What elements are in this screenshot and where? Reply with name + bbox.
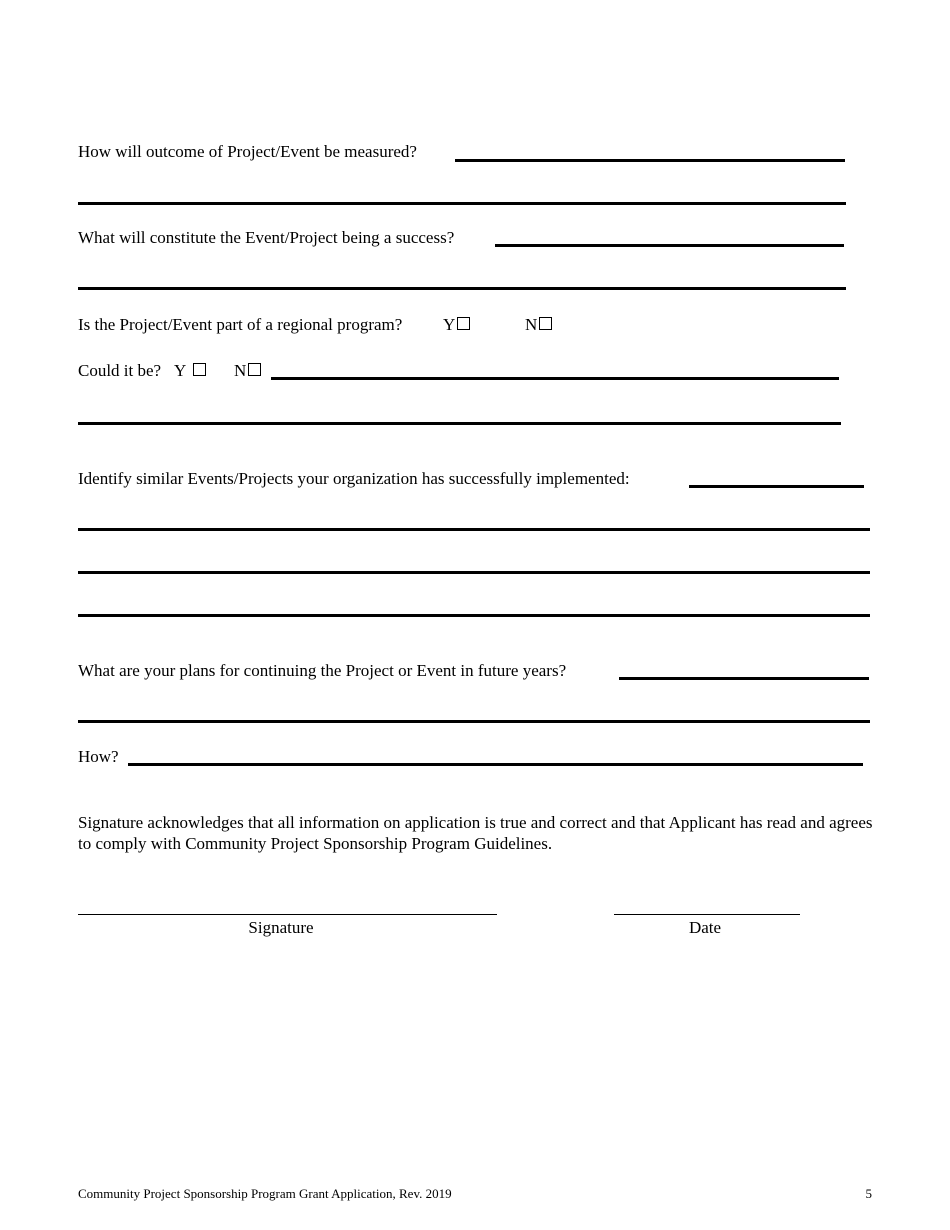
answer-line-similar-1[interactable]: [689, 485, 864, 488]
answer-line-similar-3[interactable]: [78, 571, 870, 574]
answer-line-success-1[interactable]: [495, 244, 844, 247]
regional-program-label: Is the Project/Event part of a regional program?: [78, 315, 403, 334]
answer-line-how[interactable]: [128, 763, 863, 766]
could-yes-option[interactable]: [174, 361, 206, 381]
question-similar-events: Identify similar Events/Projects your organization has successfully implemented:: [78, 469, 630, 488]
question-future-plans: What are your plans for continuing the Project or Event in future years?: [78, 661, 567, 680]
signature-line[interactable]: [78, 914, 497, 915]
question-how: How?: [78, 747, 119, 766]
question-outcome-measured: How will outcome of Project/Event be measured?: [78, 142, 417, 161]
question-success-criteria: What will constitute the Event/Project being a success?: [78, 228, 455, 247]
answer-line-similar-2[interactable]: [78, 528, 870, 531]
regional-no-checkbox[interactable]: [539, 317, 552, 330]
could-no-label: N: [234, 361, 247, 380]
date-line[interactable]: [614, 914, 800, 915]
regional-no-label: N: [525, 315, 538, 334]
answer-line-could-2[interactable]: [78, 422, 841, 425]
answer-line-future-2[interactable]: [78, 720, 870, 723]
answer-line-success-2[interactable]: [78, 287, 846, 290]
answer-line-could-1[interactable]: [271, 377, 839, 380]
could-no-checkbox[interactable]: [248, 363, 261, 376]
could-yes-label: Y: [174, 361, 187, 380]
footer-page-number: 5: [865, 1186, 872, 1201]
question-regional-program: [78, 315, 402, 335]
regional-yes-label: Y: [443, 315, 456, 334]
answer-line-future-1[interactable]: [619, 677, 869, 680]
answer-line-outcome-1[interactable]: [455, 159, 845, 162]
signature-label: Signature: [248, 918, 314, 937]
footer-document-title: Community Project Sponsorship Program Grant Application, Rev. 2019: [78, 1186, 452, 1201]
answer-line-outcome-2[interactable]: [78, 202, 846, 205]
acknowledgement-text: Signature acknowledges that all information on application is true and correct and that Applicant has read and agrees to comply with Community Project Sponsorship Program Guidelines.: [78, 813, 873, 853]
question-could-it-be: Could it be?: [78, 361, 162, 380]
regional-yes-checkbox[interactable]: [457, 317, 470, 330]
date-label: Date: [688, 918, 722, 937]
answer-line-similar-4[interactable]: [78, 614, 870, 617]
could-yes-checkbox[interactable]: [193, 363, 206, 376]
could-no-option[interactable]: [234, 361, 261, 381]
regional-yes-option[interactable]: [443, 315, 470, 335]
regional-no-option[interactable]: [525, 315, 552, 335]
